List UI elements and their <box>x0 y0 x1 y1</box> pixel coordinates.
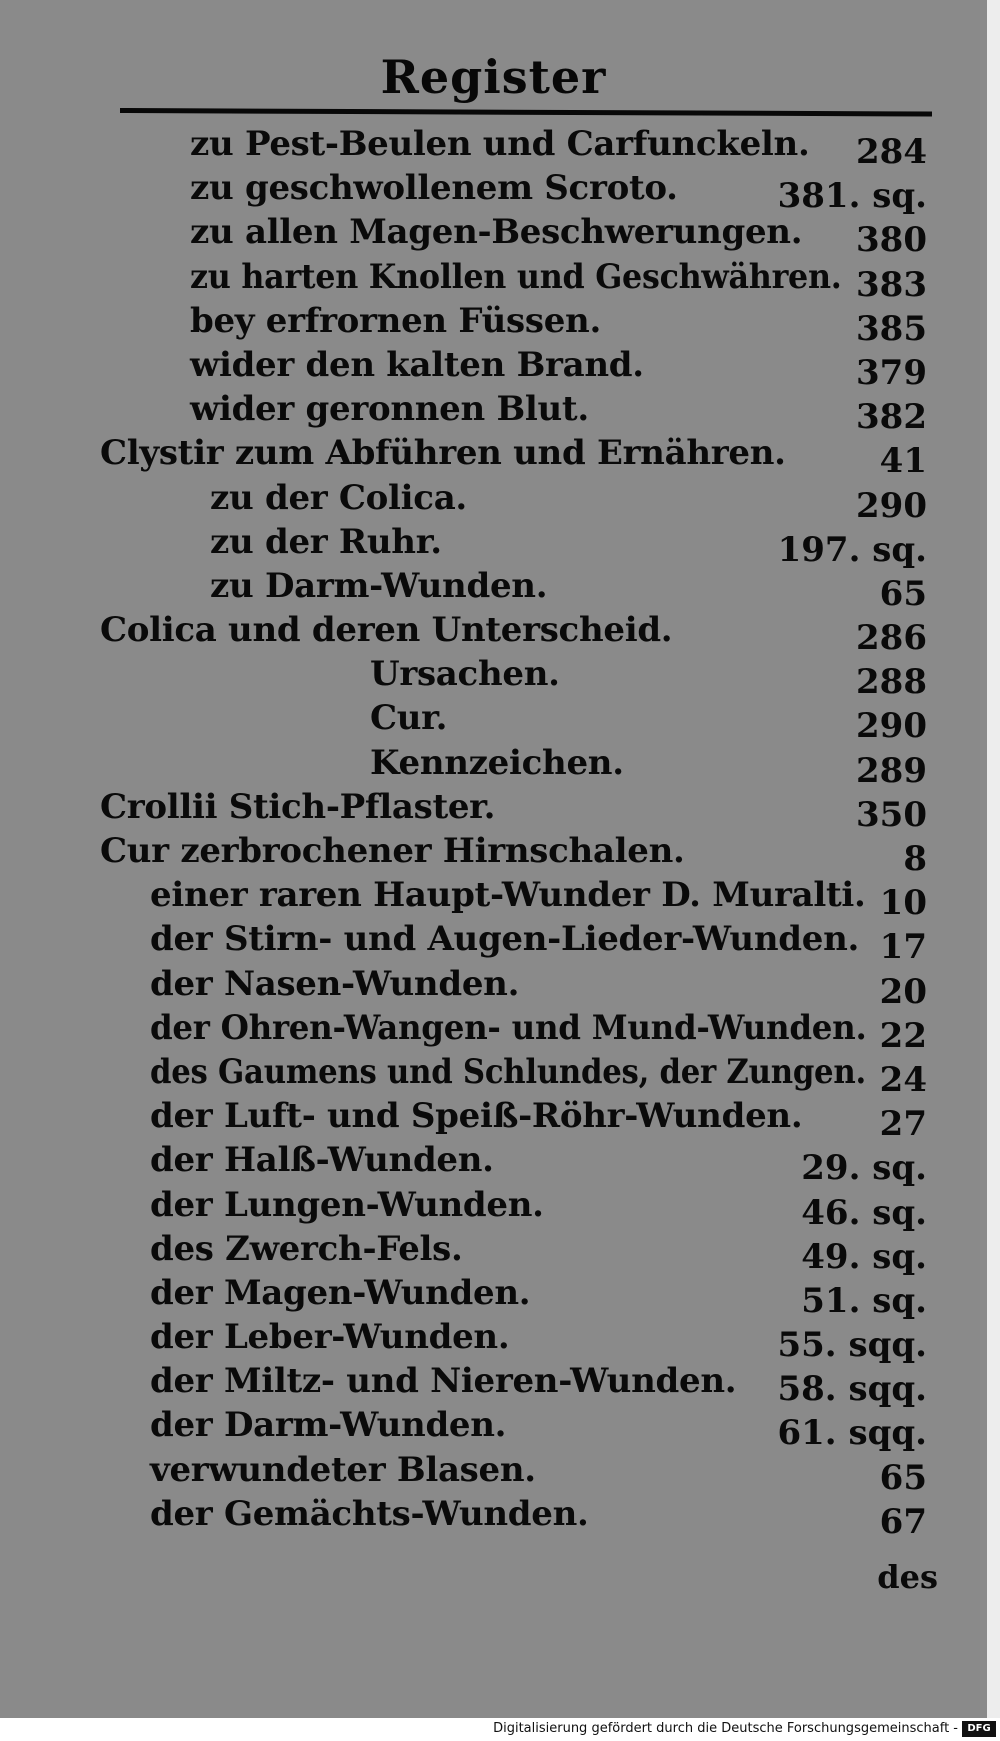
entry-text: zu Pest-Beulen und Carfunckeln. <box>190 124 810 164</box>
entry-page-number: 379 <box>856 352 927 393</box>
dfg-logo: DFG <box>962 1721 996 1737</box>
register-entries <box>0 118 987 1542</box>
entry-text: Crollii Stich-Pflaster. <box>100 786 496 827</box>
entry-text: verwundeter Blasen. <box>150 1449 536 1490</box>
page-title: Register <box>380 50 607 104</box>
entry-page-number: 290 <box>856 706 927 747</box>
entry-text: zu allen Magen-Beschwerungen. <box>190 212 803 253</box>
footer <box>0 1718 1000 1741</box>
register-entry <box>0 1179 987 1233</box>
entry-page-number: 61. sqq. <box>777 1413 927 1454</box>
entry-page-number: 17 <box>879 927 927 968</box>
register-entry <box>0 958 987 1012</box>
entry-text: der Leber-Wunden. <box>150 1317 510 1358</box>
entry-page-number: 381. sq. <box>777 176 927 217</box>
entry-text: wider den kalten Brand. <box>190 344 644 385</box>
entry-text: Cur zerbrochener Hirnschalen. <box>100 831 685 871</box>
entry-page-number: 29. sq. <box>801 1148 927 1189</box>
entry-text: der Luft- und Speiß-Röhr-Wunden. <box>150 1096 803 1137</box>
register-entry <box>0 383 987 438</box>
register-entry <box>0 1488 987 1542</box>
register-entry <box>0 339 987 393</box>
register-entry <box>0 825 987 879</box>
register-entry <box>0 1311 987 1366</box>
footer-credit: Digitalisierung gefördert durch die Deutsche Forschungsgemeinschaft - <box>493 1721 958 1736</box>
entry-text: zu der Colica. <box>210 477 467 518</box>
entry-text: einer raren Haupt-Wunder D. Muralti. <box>150 875 866 916</box>
entry-text: Cur. <box>370 698 448 739</box>
entry-page-number: 8 <box>903 839 927 879</box>
entry-text: bey erfrornen Füssen. <box>190 300 602 341</box>
entry-text: Clystir zum Abführen und Ernähren. <box>100 433 786 474</box>
entry-text: wider geronnen Blut. <box>190 389 589 430</box>
entry-text: zu geschwollenem Scroto. <box>190 168 678 209</box>
register-entry <box>0 118 987 172</box>
register-entry <box>0 1134 987 1189</box>
entry-page-number: 385 <box>856 308 927 349</box>
entry-text: zu Darm-Wunden. <box>210 565 548 606</box>
entry-text: zu der Ruhr. <box>210 521 442 562</box>
entry-page-number: 290 <box>856 485 927 526</box>
entry-page-number: 46. sq. <box>801 1192 927 1233</box>
entry-page-number: 55. sqq. <box>777 1325 927 1366</box>
register-entry <box>0 1444 987 1498</box>
register-entry <box>0 427 987 482</box>
entry-text: zu harten Knollen und Geschwähren. <box>190 256 842 297</box>
entry-page-number: 41 <box>879 441 927 482</box>
entry-text: der Magen-Wunden. <box>150 1272 531 1313</box>
register-entry <box>0 1355 987 1410</box>
register-entry <box>0 1223 987 1277</box>
register-entry <box>0 1046 987 1100</box>
register-entry <box>0 516 987 570</box>
entry-page-number: 27 <box>879 1104 927 1145</box>
register-entry <box>0 560 987 614</box>
entry-text: des Gaumens und Schlundes, der Zungen. <box>150 1051 866 1092</box>
entry-page-number: 51. sq. <box>801 1280 927 1321</box>
entry-page-number: 22 <box>879 1015 927 1056</box>
entry-page-number: 49. sq. <box>801 1236 927 1277</box>
entry-text: der Halß-Wunden. <box>150 1140 494 1181</box>
register-entry <box>0 251 987 305</box>
entry-text: der Lungen-Wunden. <box>150 1184 544 1225</box>
entry-text: der Miltz- und Nieren-Wunden. <box>150 1361 737 1402</box>
register-entry <box>0 604 987 659</box>
entry-text: der Darm-Wunden. <box>150 1405 507 1446</box>
entry-text: der Stirn- und Augen-Lieder-Wunden. <box>150 919 860 960</box>
entry-page-number: 383 <box>856 264 927 305</box>
entry-text: Kennzeichen. <box>370 742 624 783</box>
register-entry <box>0 781 987 835</box>
entry-page-number: 24 <box>879 1059 927 1100</box>
register-entry <box>0 1090 987 1145</box>
register-entry <box>0 737 987 791</box>
register-entry <box>0 206 987 261</box>
catchword: des <box>877 1558 938 1596</box>
register-entry <box>0 1002 987 1056</box>
register-entry <box>0 1399 987 1454</box>
entry-page-number: 58. sqq. <box>777 1369 927 1410</box>
register-entry <box>0 295 987 349</box>
entry-page-number: 65 <box>879 1457 927 1498</box>
entry-text: der Gemächts-Wunden. <box>150 1493 589 1534</box>
entry-text: der Nasen-Wunden. <box>150 963 520 1004</box>
register-entry <box>0 913 987 968</box>
register-entry <box>0 869 987 924</box>
entry-text: des Zwerch-Fels. <box>150 1228 463 1269</box>
register-entry <box>0 692 987 747</box>
entry-page-number: 382 <box>856 397 927 438</box>
register-entry <box>0 648 987 703</box>
entry-text: Colica und deren Unterscheid. <box>100 610 673 651</box>
entry-page-number: 289 <box>856 750 927 791</box>
register-entry <box>0 472 987 526</box>
page-edge <box>987 0 1000 1718</box>
entry-page-number: 350 <box>856 794 927 835</box>
entry-page-number: 20 <box>879 971 927 1012</box>
entry-page-number: 197. sq. <box>777 529 927 570</box>
entry-page-number: 10 <box>879 883 927 924</box>
register-entry <box>0 1267 987 1321</box>
entry-page-number: 67 <box>879 1501 927 1542</box>
entry-page-number: 65 <box>879 573 927 614</box>
entry-text: der Ohren-Wangen- und Mund-Wunden. <box>150 1007 867 1048</box>
entry-page-number: 288 <box>856 662 927 703</box>
entry-page-number: 380 <box>856 220 927 261</box>
entry-text: Ursachen. <box>370 654 560 695</box>
entry-page-number: 284 <box>856 132 927 172</box>
register-entry <box>0 162 987 217</box>
entry-page-number: 286 <box>856 618 927 659</box>
